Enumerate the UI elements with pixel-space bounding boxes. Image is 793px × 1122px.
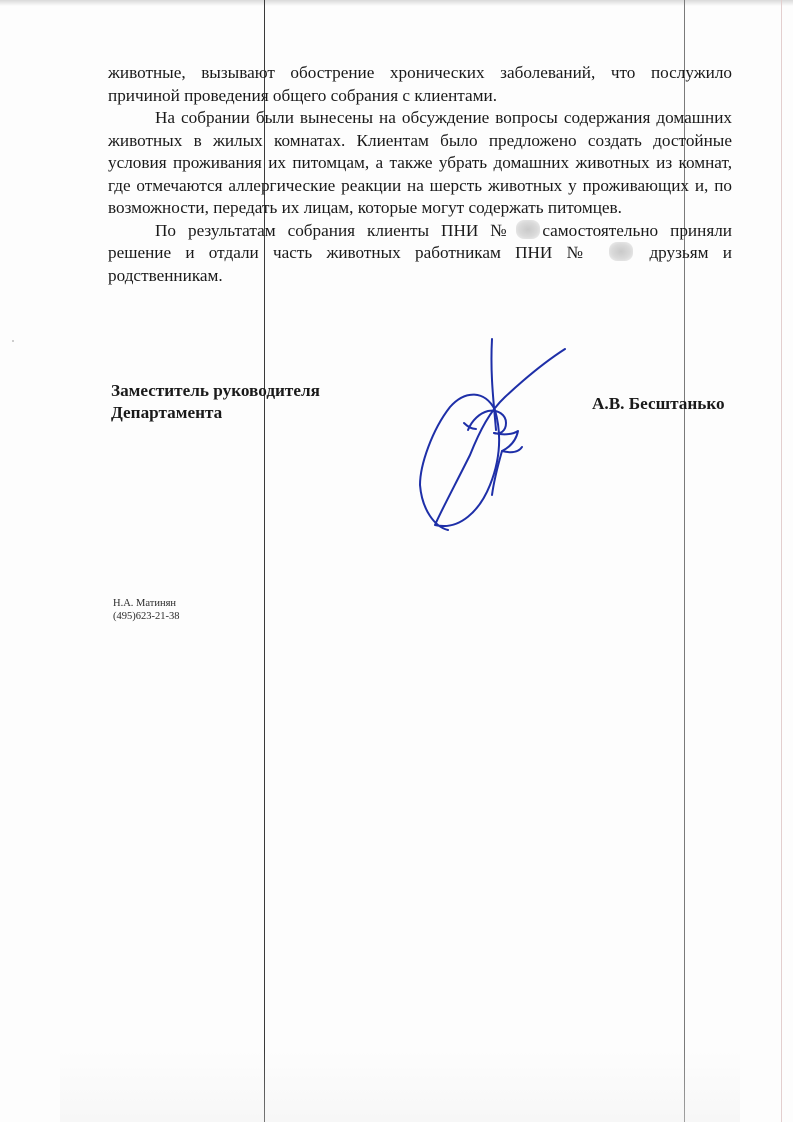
paragraph-3-part-2: самостоятельно приняли решение и отдали часть животных работникам ПНИ № bbox=[108, 220, 732, 262]
scan-artifact-line bbox=[781, 0, 782, 1122]
paragraph-3 bbox=[108, 220, 732, 288]
redaction-mark bbox=[516, 220, 540, 239]
executor-block bbox=[113, 598, 180, 623]
signatory-name: А.В. Бесштанько bbox=[592, 394, 725, 413]
paragraph-1: животные, вызывают обострение хронических заболеваний, что послужило причиной проведения общего собрания с клиентами. bbox=[108, 63, 732, 105]
executor-phone: (495)623-21-38 bbox=[113, 610, 180, 622]
signature-strokes bbox=[420, 339, 565, 530]
signatory-title bbox=[111, 380, 320, 424]
paragraph-3-part-3: друзьям и родственникам. bbox=[108, 243, 732, 285]
paragraph-2: На собрании были вынесены на обсуждение вопросы содержания домашних животных в жилых комнатах. Клиентам было предложено создать достойные условия проживания их питомцам, а также убрать домашних животных из комнат, где отмечаются аллергические реакции на шерсть животных у проживающих и, по возможности, передать их лицам, которые могут содержать питомцев. bbox=[108, 108, 732, 217]
signature-stroke bbox=[491, 339, 496, 430]
signature-stroke bbox=[468, 411, 506, 434]
handwritten-signature bbox=[410, 335, 580, 540]
signatory-title-line-1: Заместитель руководителя bbox=[111, 381, 320, 400]
scan-bottom-shade bbox=[60, 1050, 740, 1122]
letter-body bbox=[108, 62, 732, 287]
executor-name: Н.А. Матинян bbox=[113, 598, 177, 609]
redaction-mark bbox=[609, 242, 633, 261]
signatory-title-line-2: Департамента bbox=[111, 403, 223, 422]
paragraph-3-part-1: По результатам собрания клиенты ПНИ № bbox=[155, 220, 515, 240]
scan-speck bbox=[12, 340, 14, 342]
scan-top-edge bbox=[0, 0, 793, 6]
